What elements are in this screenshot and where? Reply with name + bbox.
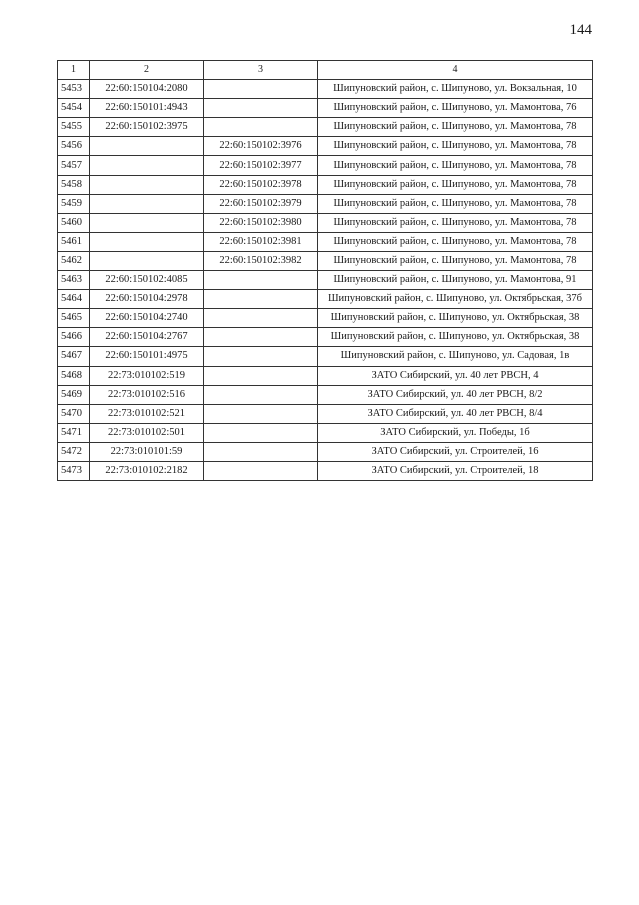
row-number-cell: 5463 bbox=[58, 271, 90, 290]
cadastral-number-cell: 22:73:010102:521 bbox=[90, 404, 204, 423]
row-number-cell: 5461 bbox=[58, 232, 90, 251]
cadastral-number-alt-cell bbox=[204, 80, 318, 99]
table-row bbox=[58, 213, 593, 232]
table-row bbox=[58, 366, 593, 385]
table-header bbox=[58, 61, 593, 80]
address-cell: Шипуновский район, с. Шипуново, ул. Октябрьская, 38 bbox=[318, 309, 593, 328]
cadastral-number-cell: 22:60:150104:2767 bbox=[90, 328, 204, 347]
cadastral-number-cell: 22:73:010101:59 bbox=[90, 442, 204, 461]
row-number-cell: 5457 bbox=[58, 156, 90, 175]
table-row bbox=[58, 251, 593, 270]
table-row bbox=[58, 137, 593, 156]
row-number-cell: 5460 bbox=[58, 213, 90, 232]
header-col-1: 1 bbox=[58, 61, 90, 80]
cadastral-number-alt-cell: 22:60:150102:3978 bbox=[204, 175, 318, 194]
row-number-cell: 5467 bbox=[58, 347, 90, 366]
cadastral-number-alt-cell bbox=[204, 442, 318, 461]
cadastral-number-alt-cell bbox=[204, 290, 318, 309]
cadastral-number-cell: 22:60:150101:4975 bbox=[90, 347, 204, 366]
address-cell: Шипуновский район, с. Шипуново, ул. Мамонтова, 76 bbox=[318, 99, 593, 118]
address-cell: Шипуновский район, с. Шипуново, ул. Садовая, 1в bbox=[318, 347, 593, 366]
cadastral-number-alt-cell bbox=[204, 347, 318, 366]
row-number-cell: 5453 bbox=[58, 80, 90, 99]
table-row bbox=[58, 175, 593, 194]
table-row bbox=[58, 271, 593, 290]
cadastral-number-alt-cell: 22:60:150102:3981 bbox=[204, 232, 318, 251]
table-row bbox=[58, 328, 593, 347]
address-cell: ЗАТО Сибирский, ул. Строителей, 16 bbox=[318, 442, 593, 461]
address-cell: Шипуновский район, с. Шипуново, ул. Мамонтова, 78 bbox=[318, 156, 593, 175]
row-number-cell: 5458 bbox=[58, 175, 90, 194]
address-cell: Шипуновский район, с. Шипуново, ул. Мамонтова, 78 bbox=[318, 251, 593, 270]
page-number: 144 bbox=[569, 22, 592, 38]
cadastral-number-alt-cell: 22:60:150102:3982 bbox=[204, 251, 318, 270]
cadastral-number-cell bbox=[90, 251, 204, 270]
cadastral-number-cell: 22:73:010102:501 bbox=[90, 423, 204, 442]
table-row bbox=[58, 194, 593, 213]
table-row bbox=[58, 156, 593, 175]
table-body bbox=[58, 80, 593, 481]
cadastral-number-alt-cell bbox=[204, 461, 318, 480]
cadastral-number-cell: 22:60:150104:2978 bbox=[90, 290, 204, 309]
address-cell: Шипуновский район, с. Шипуново, ул. Мамонтова, 78 bbox=[318, 175, 593, 194]
address-cell: Шипуновский район, с. Шипуново, ул. Октябрьская, 38 bbox=[318, 328, 593, 347]
registry-table bbox=[57, 60, 593, 481]
table-row bbox=[58, 404, 593, 423]
address-cell: ЗАТО Сибирский, ул. 40 лет РВСН, 8/2 bbox=[318, 385, 593, 404]
cadastral-number-cell: 22:73:010102:516 bbox=[90, 385, 204, 404]
header-col-3: 3 bbox=[204, 61, 318, 80]
cadastral-number-alt-cell bbox=[204, 328, 318, 347]
row-number-cell: 5464 bbox=[58, 290, 90, 309]
cadastral-number-alt-cell bbox=[204, 366, 318, 385]
cadastral-number-alt-cell bbox=[204, 423, 318, 442]
address-cell: Шипуновский район, с. Шипуново, ул. Мамонтова, 78 bbox=[318, 137, 593, 156]
table-row bbox=[58, 80, 593, 99]
cadastral-number-alt-cell bbox=[204, 271, 318, 290]
cadastral-number-cell bbox=[90, 213, 204, 232]
cadastral-number-cell: 22:60:150102:3975 bbox=[90, 118, 204, 137]
cadastral-number-cell bbox=[90, 194, 204, 213]
row-number-cell: 5468 bbox=[58, 366, 90, 385]
table-row bbox=[58, 442, 593, 461]
table-row bbox=[58, 99, 593, 118]
address-cell: Шипуновский район, с. Шипуново, ул. Вокзальная, 10 bbox=[318, 80, 593, 99]
cadastral-number-cell: 22:73:010102:519 bbox=[90, 366, 204, 385]
address-cell: Шипуновский район, с. Шипуново, ул. Мамонтова, 78 bbox=[318, 194, 593, 213]
cadastral-number-cell bbox=[90, 156, 204, 175]
address-cell: ЗАТО Сибирский, ул. Строителей, 18 bbox=[318, 461, 593, 480]
header-row bbox=[58, 61, 593, 80]
cadastral-number-alt-cell bbox=[204, 404, 318, 423]
row-number-cell: 5473 bbox=[58, 461, 90, 480]
table-row bbox=[58, 347, 593, 366]
header-col-2: 2 bbox=[90, 61, 204, 80]
table-row bbox=[58, 461, 593, 480]
cadastral-number-alt-cell: 22:60:150102:3980 bbox=[204, 213, 318, 232]
table-row bbox=[58, 385, 593, 404]
cadastral-number-cell: 22:60:150104:2080 bbox=[90, 80, 204, 99]
row-number-cell: 5456 bbox=[58, 137, 90, 156]
cadastral-number-cell bbox=[90, 232, 204, 251]
address-cell: Шипуновский район, с. Шипуново, ул. Мамонтова, 78 bbox=[318, 232, 593, 251]
cadastral-number-alt-cell: 22:60:150102:3979 bbox=[204, 194, 318, 213]
table-row bbox=[58, 118, 593, 137]
row-number-cell: 5471 bbox=[58, 423, 90, 442]
row-number-cell: 5466 bbox=[58, 328, 90, 347]
cadastral-number-alt-cell: 22:60:150102:3976 bbox=[204, 137, 318, 156]
table-row bbox=[58, 232, 593, 251]
address-cell: ЗАТО Сибирский, ул. 40 лет РВСН, 4 bbox=[318, 366, 593, 385]
row-number-cell: 5459 bbox=[58, 194, 90, 213]
cadastral-number-cell bbox=[90, 137, 204, 156]
cadastral-number-alt-cell bbox=[204, 309, 318, 328]
row-number-cell: 5469 bbox=[58, 385, 90, 404]
cadastral-number-cell: 22:60:150101:4943 bbox=[90, 99, 204, 118]
cadastral-number-alt-cell: 22:60:150102:3977 bbox=[204, 156, 318, 175]
address-cell: Шипуновский район, с. Шипуново, ул. Мамонтова, 91 bbox=[318, 271, 593, 290]
address-cell: Шипуновский район, с. Шипуново, ул. Мамонтова, 78 bbox=[318, 118, 593, 137]
address-cell: ЗАТО Сибирский, ул. 40 лет РВСН, 8/4 bbox=[318, 404, 593, 423]
cadastral-number-alt-cell bbox=[204, 385, 318, 404]
row-number-cell: 5465 bbox=[58, 309, 90, 328]
cadastral-number-cell: 22:60:150104:2740 bbox=[90, 309, 204, 328]
address-cell: Шипуновский район, с. Шипуново, ул. Октябрьская, 37б bbox=[318, 290, 593, 309]
address-cell: ЗАТО Сибирский, ул. Победы, 1б bbox=[318, 423, 593, 442]
row-number-cell: 5454 bbox=[58, 99, 90, 118]
table-row bbox=[58, 309, 593, 328]
row-number-cell: 5455 bbox=[58, 118, 90, 137]
cadastral-number-alt-cell bbox=[204, 99, 318, 118]
table-row bbox=[58, 423, 593, 442]
header-col-4: 4 bbox=[318, 61, 593, 80]
cadastral-number-alt-cell bbox=[204, 118, 318, 137]
cadastral-number-cell bbox=[90, 175, 204, 194]
address-cell: Шипуновский район, с. Шипуново, ул. Мамонтова, 78 bbox=[318, 213, 593, 232]
row-number-cell: 5472 bbox=[58, 442, 90, 461]
cadastral-number-cell: 22:73:010102:2182 bbox=[90, 461, 204, 480]
table-row bbox=[58, 290, 593, 309]
row-number-cell: 5462 bbox=[58, 251, 90, 270]
row-number-cell: 5470 bbox=[58, 404, 90, 423]
cadastral-number-cell: 22:60:150102:4085 bbox=[90, 271, 204, 290]
